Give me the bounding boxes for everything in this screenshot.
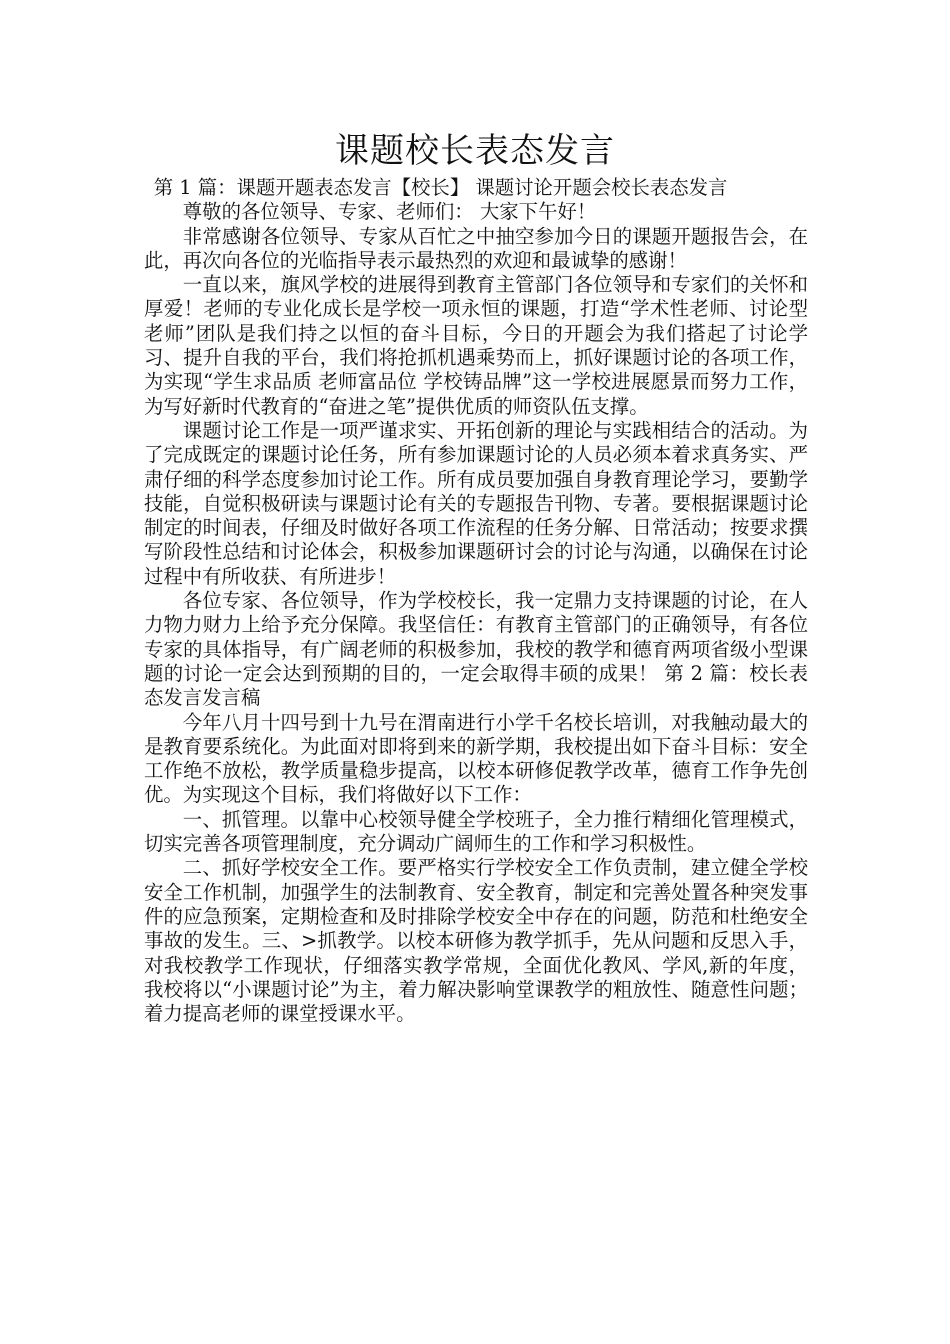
body-paragraph: 非常感谢各位领导、专家从百忙之中抽空参加今日的课题开题报告会，在此，再次向各位的光临指导表示最热烈的欢迎和最诚挚的感谢！ [144, 224, 808, 272]
body-paragraph: 各位专家、各位领导，作为学校校长，我一定鼎力支持课题的讨论，在人力物力财力上给予充分保障。我坚信任：有教育主管部门的正确领导，有各位专家的具体指导，有广阔老师的积极参加，我校的教学和德育两项省级小型课题的讨论一定会达到预期的目的，一定会取得丰硕的成果！ 第 2 篇：校长表态发言发言稿 [144, 589, 808, 710]
body-paragraph: 一、抓管理。以靠中心校领导健全学校班子，全力推行精细化管理模式，切实完善各项管理制度，充分调动广阔师生的工作和学习积极性。 [144, 807, 808, 856]
document-title: 课题校长表态发言 [335, 131, 615, 171]
subtitle-line: 第 1 篇：课题开题表态发言【校长】 课题讨论开题会校长表态发言 [153, 176, 728, 199]
body-paragraph: 一直以来，旗风学校的进展得到教育主管部门各位领导和专家们的关怀和厚爱！老师的专业化成长是学校一项永恒的课题，打造“学术性老师、讨论型老师”团队是我们持之以恒的奋斗目标，今日的开题会为我们搭起了讨论学习、提升自我的平台，我们将抢抓机遇乘势而上，抓好课题讨论的各项工作，为实现“学生求品质 老师富品位 学校铸品牌”这一学校进展愿景而努力工作，为写好新时代教育的“奋进之笔”提供优质的师资队伍支撑。 [144, 273, 808, 418]
body-paragraph: 今年八月十四号到十九号在渭南进行小学千名校长培训，对我触动最大的是教育要系统化。为此面对即将到来的新学期，我校提出如下奋斗目标：安全工作绝不放松，教学质量稳步提高，以校本研修促教学改革，德育工作争先创优。为实现这个目标，我们将做好以下工作： [144, 710, 808, 807]
body-paragraph: 二、抓好学校安全工作。要严格实行学校安全工作负责制，建立健全学校安全工作机制，加强学生的法制教育、安全教育，制定和完善处置各种突发事件的应急预案，定期检查和及时排除学校安全中存在的问题，防范和杜绝安全事故的发生。三、>抓教学。以校本研修为教学抓手，先从问题和反思入手，对我校教学工作现状，仔细落实教学常规，全面优化教风、学风,新的年度，我校将以“小课题讨论”为主，着力解决影响堂课教学的粗放性、随意性问题；着力提高老师的课堂授课水平。 [144, 856, 808, 1026]
body-paragraph: 课题讨论工作是一项严谨求实、开拓创新的理论与实践相结合的活动。为了完成既定的课题讨论任务，所有参加课题讨论的人员必须本着求真务实、严肃仔细的科学态度参加讨论工作。所有成员要加强自身教育理论学习，要勤学技能，自觉积极研读与课题讨论有关的专题报告刊物、专著。要根据课题讨论制定的时间表，仔细及时做好各项工作流程的任务分解、日常活动；按要求撰写阶段性总结和讨论体会，积极参加课题研讨会的讨论与沟通，以确保在讨论过程中有所收获、有所进步！ [144, 418, 808, 588]
document-body [144, 176, 808, 1026]
salutation-paragraph: 尊敬的各位领导、专家、老师们： 大家下午好！ [182, 200, 597, 224]
